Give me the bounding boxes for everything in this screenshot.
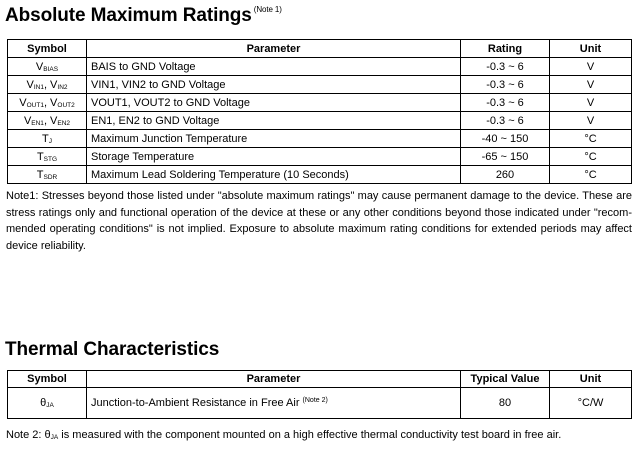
value-cell: 80 — [461, 388, 550, 419]
parameter-cell: VOUT1, VOUT2 to GND Voltage — [87, 94, 461, 112]
thermal-title: Thermal Characteristics — [5, 339, 220, 360]
symbol-sub-2: EN2 — [57, 119, 71, 127]
symbol-sub: SDR — [43, 173, 58, 181]
symbol-sub: JA — [46, 402, 54, 409]
table-row — [8, 148, 632, 166]
symbol-main: V — [26, 78, 34, 91]
unit-cell: °C — [550, 130, 632, 148]
unit-cell: °C/W — [550, 388, 632, 419]
note-2 — [6, 427, 632, 447]
note-2-sub: JA — [50, 434, 59, 441]
symbol-main: T — [36, 150, 44, 163]
unit-cell: V — [550, 76, 632, 94]
parameter-cell — [87, 388, 461, 419]
table-row — [8, 130, 632, 148]
symbol-main: T — [42, 132, 49, 145]
table-row — [8, 94, 632, 112]
header-symbol: Symbol — [8, 371, 87, 388]
symbol-main-2: , V — [43, 96, 58, 109]
parameter-cell: Maximum Lead Soldering Temperature (10 Seconds) — [87, 166, 461, 184]
table-row — [8, 166, 632, 184]
symbol-main: V — [35, 60, 44, 73]
parameter-cell: Maximum Junction Temperature — [87, 130, 461, 148]
abs-max-ratings-title-note: (Note 1) — [253, 5, 282, 14]
rating-cell: -40 ~ 150 — [461, 130, 550, 148]
rating-cell: -65 ~ 150 — [461, 148, 550, 166]
symbol-sub: J — [48, 137, 52, 145]
header-rating: Rating — [461, 40, 550, 58]
unit-cell: °C — [550, 148, 632, 166]
symbol-main-2: , V — [43, 114, 58, 127]
parameter-note: (Note 2) — [302, 397, 328, 404]
header-symbol: Symbol — [8, 40, 87, 58]
symbol-main: V — [23, 114, 32, 127]
unit-cell: V — [550, 58, 632, 76]
symbol-sub: BIAS — [43, 65, 59, 73]
note-1: Note1: Stresses beyond those listed under "absolute maximum ratings" may cause permanent damage to the device. These are stress ratings only and functional operation of the device at these or any other conditions beyond those indicated under "recom-mended operating conditions" is not implied. Exposure to absolute maximum rating conditions for extended periods may affect device reliability. — [6, 190, 632, 252]
rating-cell: -0.3 ~ 6 — [461, 58, 550, 76]
symbol-cell — [8, 148, 87, 166]
parameter-text: Junction-to-Ambient Resistance in Free Air — [91, 397, 300, 409]
symbol-sub: EN1 — [31, 119, 44, 127]
symbol-cell — [8, 112, 87, 130]
symbol-sub: OUT1 — [26, 101, 44, 109]
header-unit: Unit — [550, 40, 632, 58]
parameter-cell: BAIS to GND Voltage — [87, 58, 461, 76]
symbol-cell — [8, 166, 87, 184]
symbol-main: T — [36, 168, 44, 181]
header-parameter: Parameter — [87, 371, 461, 388]
abs-max-ratings-title-text: Absolute Maximum Ratings — [5, 5, 252, 26]
symbol-sub-2: IN2 — [57, 83, 68, 91]
symbol-main: V — [19, 96, 27, 109]
note-2-rest: is measured with the component mounted on a high effective thermal conductivity test board in free air. — [58, 429, 562, 441]
table-row — [8, 388, 632, 419]
symbol-main: θ — [40, 397, 47, 409]
symbol-sub-2: OUT2 — [57, 101, 75, 109]
table-header-row — [8, 371, 632, 388]
symbol-cell — [8, 130, 87, 148]
abs-max-ratings-table — [7, 39, 632, 184]
symbol-cell — [8, 94, 87, 112]
unit-cell: V — [550, 112, 632, 130]
unit-cell: V — [550, 94, 632, 112]
rating-cell: -0.3 ~ 6 — [461, 94, 550, 112]
symbol-cell — [8, 388, 87, 419]
parameter-cell: Storage Temperature — [87, 148, 461, 166]
thermal-table — [7, 370, 632, 419]
header-typical-value: Typical Value — [461, 371, 550, 388]
rating-cell: -0.3 ~ 6 — [461, 112, 550, 130]
header-unit: Unit — [550, 371, 632, 388]
symbol-cell — [8, 58, 87, 76]
header-parameter: Parameter — [87, 40, 461, 58]
table-header-row — [8, 40, 632, 58]
table-row — [8, 76, 632, 94]
table-row — [8, 58, 632, 76]
symbol-cell — [8, 76, 87, 94]
parameter-cell: EN1, EN2 to GND Voltage — [87, 112, 461, 130]
unit-cell: °C — [550, 166, 632, 184]
table-row — [8, 112, 632, 130]
symbol-sub: STG — [43, 155, 58, 163]
note-2-prefix: Note 2: θ — [6, 429, 51, 441]
rating-cell: 260 — [461, 166, 550, 184]
symbol-sub: IN1 — [33, 83, 44, 91]
rating-cell: -0.3 ~ 6 — [461, 76, 550, 94]
abs-max-ratings-title — [5, 5, 282, 27]
symbol-main-2: , V — [43, 78, 58, 91]
parameter-cell: VIN1, VIN2 to GND Voltage — [87, 76, 461, 94]
